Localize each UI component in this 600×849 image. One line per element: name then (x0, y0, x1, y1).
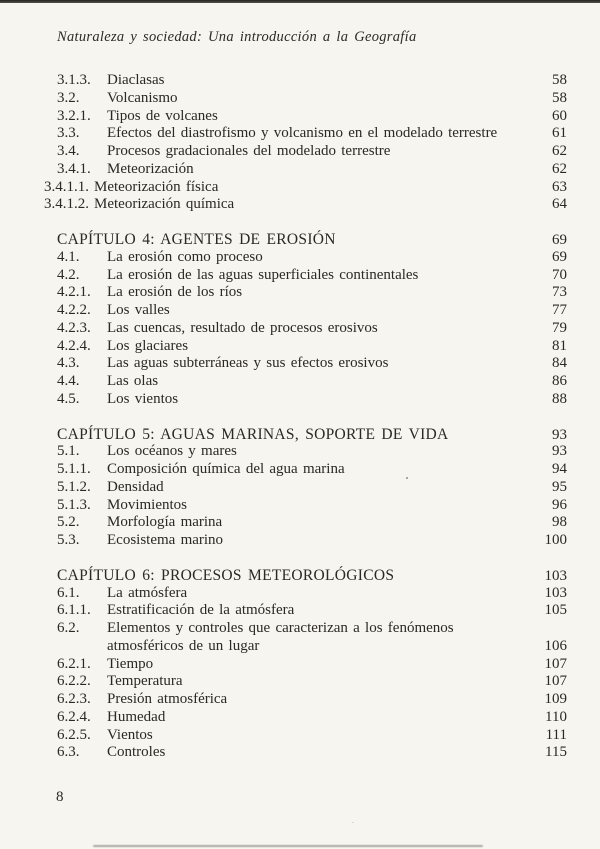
toc-entry-page: 64 (552, 196, 567, 213)
toc-entry-title: La atmósfera (107, 584, 188, 601)
toc-entry-page: 109 (544, 691, 567, 707)
toc-entry-number: 6.1. (57, 584, 80, 601)
toc-entry-number: 6.3. (57, 744, 80, 761)
toc-entry-title: Ecosistema marino (107, 532, 224, 548)
toc-entry-number: 3.4.1.2. (44, 196, 89, 213)
toc-entry-title: Los océanos y mares (107, 443, 237, 460)
toc-entry (57, 108, 567, 126)
toc-entry-title: Los glaciares (107, 337, 189, 354)
toc-entry-title: Las olas (107, 373, 159, 389)
toc-entry-title: Tiempo (107, 655, 154, 672)
toc-entry (57, 320, 567, 338)
toc-entry-title: Tipos de volcanes (107, 107, 218, 124)
toc-entry-title: Los valles (107, 302, 170, 318)
toc-entry (57, 602, 567, 620)
toc-entry (57, 585, 567, 603)
toc-entry-page: 93 (552, 443, 567, 460)
toc-entry-page: 103 (544, 584, 567, 601)
toc-entry (57, 267, 567, 285)
toc-entry-page: 100 (544, 532, 567, 548)
toc-entry (57, 638, 567, 656)
toc-entry-page: 58 (552, 72, 567, 88)
toc-entry-page: 96 (552, 496, 567, 513)
toc-entry (57, 727, 567, 745)
toc-group (57, 231, 567, 409)
toc-entry-number: 4.2.4. (57, 337, 91, 354)
toc-entry (57, 143, 567, 161)
toc-entry-page: 73 (552, 284, 567, 301)
toc-entry-number: 5.1.1. (57, 461, 91, 477)
toc-entry-title: La erosión de las aguas superficiales continentales (107, 266, 419, 283)
toc-entry-number: 4.2. (57, 266, 80, 283)
toc-entry-page: 61 (552, 125, 567, 142)
toc-entry-number: 4.3. (57, 355, 80, 372)
toc-entry-page: 107 (544, 673, 567, 690)
toc-entry-number: 5.1.2. (57, 478, 91, 495)
toc-entry-number: 6.2. (57, 620, 80, 636)
toc-entry-page: 84 (552, 355, 567, 372)
chapter-heading (57, 231, 567, 249)
toc-entry-title: Temperatura (107, 673, 183, 690)
toc-entry-page: 62 (552, 160, 567, 177)
toc-entry-page: 86 (552, 373, 567, 389)
chapter-heading (57, 567, 567, 585)
toc-entry-number: 5.3. (57, 532, 80, 548)
toc-entry (57, 161, 567, 179)
toc-entry-number: 3.3. (57, 125, 80, 142)
scan-bottom-edge-shadow (93, 845, 483, 847)
toc-entry-page: 88 (552, 390, 567, 407)
toc-entry (57, 461, 567, 479)
toc-entry (57, 249, 567, 267)
toc-entry (57, 497, 567, 515)
chapter-heading-title: CAPÍTULO 5: AGUAS MARINAS, SOPORTE DE VIDA (57, 425, 449, 443)
toc-entry-title: Humedad (107, 708, 166, 725)
toc (44, 72, 567, 762)
toc-entry (57, 373, 567, 391)
toc-entry-number: 3.4. (57, 143, 80, 159)
toc-entry-title: Los vientos (107, 390, 179, 407)
toc-entry-title: Densidad (107, 478, 164, 495)
toc-entry-number: 5.1. (57, 443, 80, 460)
toc-entry-page: 105 (544, 602, 567, 619)
toc-entry-page: 60 (552, 107, 567, 124)
toc-entry-number: 3.4.1.1. (44, 178, 89, 195)
toc-entry (57, 479, 567, 497)
toc-entry-title: Diaclasas (107, 72, 165, 88)
toc-entry-page: 111 (545, 726, 567, 743)
toc-entry-page: 62 (552, 143, 567, 159)
toc-entry (57, 338, 567, 356)
toc-entry (44, 178, 567, 197)
toc-entry-title: Controles (107, 744, 166, 761)
toc-entry-number: 4.2.1. (57, 284, 91, 301)
toc-entry (57, 443, 567, 461)
chapter-heading-page: 69 (552, 232, 567, 248)
toc-entry-page: 95 (552, 478, 567, 495)
chapter-heading-page: 93 (552, 426, 567, 443)
toc-group (57, 567, 567, 762)
toc-entry (44, 196, 567, 214)
toc-group (57, 426, 567, 550)
footer-page-number: 8 (56, 789, 64, 805)
toc-entry (57, 284, 567, 302)
toc-entry-number: 6.2.3. (57, 691, 91, 707)
toc-entry-title: Composición química del agua marina (107, 461, 345, 477)
toc-entry (57, 302, 567, 320)
toc-entry-title: Las aguas subterráneas y sus efectos erosivos (107, 355, 389, 372)
toc-entry-title: Vientos (107, 726, 153, 743)
scan-speckle (352, 822, 354, 823)
toc-entry-number: 6.2.1. (57, 655, 91, 672)
toc-entry-number: 5.2. (57, 514, 80, 531)
toc-entry (57, 355, 567, 373)
toc-entry-number: 4.2.2. (57, 302, 91, 318)
toc-entry (57, 744, 567, 762)
toc-entry-page: 77 (552, 302, 567, 318)
toc-entry-title: La erosión de los ríos (107, 284, 243, 301)
running-header: Naturaleza y sociedad: Una introducción a la Geografía (57, 29, 417, 45)
toc-entry-title: Procesos gradacionales del modelado terrestre (107, 143, 391, 159)
toc-entry (57, 391, 567, 409)
toc-entry-title: Volcanismo (107, 89, 178, 106)
toc-entry-page: 110 (545, 708, 567, 725)
chapter-heading-title: CAPÍTULO 4: AGENTES DE EROSIÓN (57, 231, 336, 248)
toc-entry-page: 81 (552, 337, 567, 354)
toc-entry-number: 3.4.1. (57, 160, 91, 177)
toc-entry-page: 69 (552, 248, 567, 265)
toc-entry-page: 79 (552, 319, 567, 336)
toc-entry-page: 94 (552, 461, 567, 477)
toc-entry-number: 4.4. (57, 373, 80, 389)
toc-entry-number: 4.1. (57, 248, 80, 265)
toc-entry-title: Meteorización física (94, 178, 219, 195)
toc-entry-number: 5.1.3. (57, 496, 91, 513)
toc-entry-page: 98 (552, 514, 567, 531)
toc-entry-number: 6.2.2. (57, 673, 91, 690)
toc-entry-title: Movimientos (107, 496, 188, 513)
toc-entry (57, 620, 567, 638)
toc-entry-title: Meteorización (107, 160, 194, 177)
toc-entry (57, 532, 567, 550)
toc-entry (57, 709, 567, 727)
toc-entry-number: 6.2.5. (57, 726, 91, 743)
toc-entry-title: Morfología marina (107, 514, 223, 531)
toc-entry-number: 3.1.3. (57, 72, 91, 88)
toc-entry (57, 90, 567, 108)
toc-entry (57, 514, 567, 532)
toc-entry (57, 72, 567, 90)
toc-entry-number: 4.2.3. (57, 319, 91, 336)
toc-entry-page: 63 (552, 178, 567, 195)
toc-entry-number: 6.1.1. (57, 602, 91, 619)
toc-entry-page: 115 (545, 744, 567, 761)
toc-entry-page: 70 (552, 266, 567, 283)
toc-entry-number: 6.2.4. (57, 708, 91, 725)
toc-entry-title: Presión atmosférica (107, 691, 228, 707)
toc-entry-title: Elementos y controles que caracterizan a los fenómenos (107, 620, 454, 636)
toc-entry-title: La erosión como proceso (107, 248, 263, 265)
toc-entry-page: 107 (544, 655, 567, 672)
toc-entry-page: 106 (544, 637, 567, 654)
scan-speckle (406, 477, 408, 479)
toc-entry-title: atmosféricos de un lugar (107, 637, 260, 654)
toc-entry-number: 3.2.1. (57, 107, 91, 124)
toc-entry (57, 691, 567, 709)
toc-entry (57, 656, 567, 674)
chapter-heading-page: 103 (544, 567, 567, 584)
toc-entry-page: 58 (552, 89, 567, 106)
toc-entry-title: Efectos del diastrofismo y volcanismo en el modelado terrestre (107, 125, 498, 142)
toc-entry-title: Meteorización química (94, 196, 235, 213)
chapter-heading-title: CAPÍTULO 6: PROCESOS METEOROLÓGICOS (57, 566, 395, 584)
toc-entry (57, 125, 567, 143)
toc-entry-number: 4.5. (57, 390, 80, 407)
toc-entry-number: 3.2. (57, 89, 80, 106)
toc-entry-title: Las cuencas, resultado de procesos erosivos (107, 319, 378, 336)
chapter-heading (57, 426, 567, 444)
toc-group (44, 72, 567, 214)
scan-top-edge-shadow (0, 0, 600, 3)
toc-entry-title: Estratificación de la atmósfera (107, 602, 295, 619)
toc-entry (57, 673, 567, 691)
